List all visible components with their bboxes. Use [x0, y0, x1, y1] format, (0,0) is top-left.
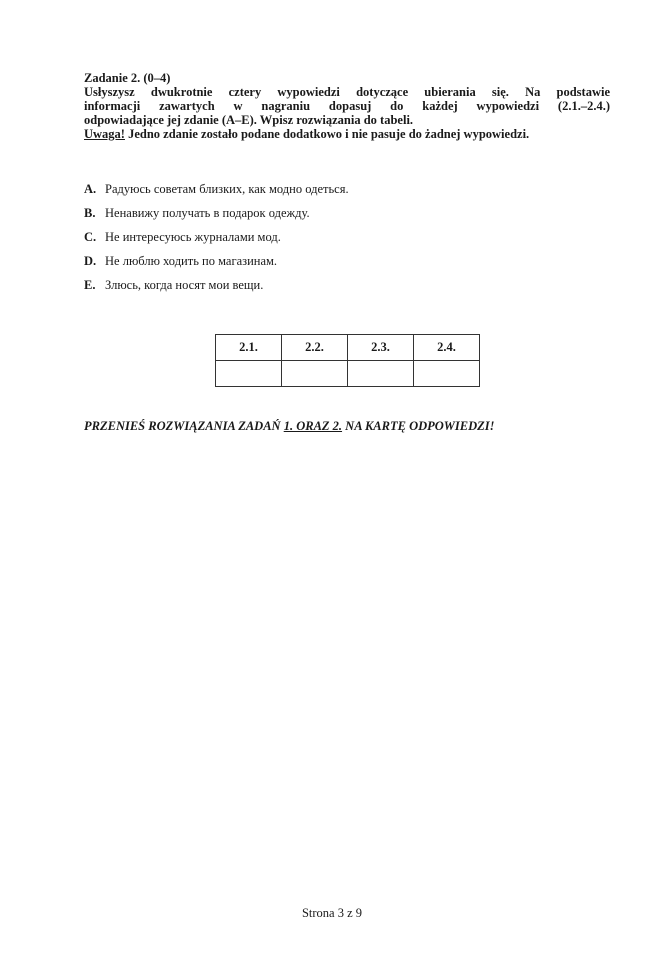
answer-header-2-1: 2.1.	[216, 335, 282, 361]
instruction-part-3: NA KARTĘ ODPOWIEDZI!	[342, 419, 495, 433]
answer-table-answer-row	[216, 361, 480, 387]
option-letter: D.	[84, 254, 97, 268]
answer-table-header-row	[216, 335, 480, 361]
answer-cell-2-1[interactable]	[216, 361, 282, 387]
option-letter: A.	[84, 182, 97, 196]
option-a	[84, 180, 604, 204]
instruction-tasks: 1. ORAZ 2.	[283, 419, 343, 433]
answer-header-2-3: 2.3.	[348, 335, 414, 361]
instruction-part-1: PRZENIEŚ ROZWIĄZANIA ZADAŃ	[84, 419, 284, 433]
options-list	[84, 180, 604, 300]
answer-header-2-2: 2.2.	[282, 335, 348, 361]
task-note	[84, 127, 610, 141]
transfer-instruction	[84, 419, 495, 434]
answer-cell-2-2[interactable]	[282, 361, 348, 387]
answer-header-2-4: 2.4.	[414, 335, 480, 361]
option-e	[84, 276, 604, 300]
task-instruction-line-1: Usłyszysz dwukrotnie cztery wypowiedzi dotyczące ubierania się. Na podstawie	[84, 85, 610, 99]
task-instruction-line-3: odpowiadające jej zdanie (A–E). Wpisz rozwiązania do tabeli.	[84, 113, 414, 127]
option-letter: E.	[84, 278, 96, 292]
option-text: Ненавижу получать в подарок одежду.	[105, 206, 310, 220]
option-c	[84, 228, 604, 252]
option-text: Радуюсь советам близких, как модно одеться.	[105, 182, 349, 196]
task-block	[84, 71, 610, 141]
note-label: Uwaga!	[84, 127, 125, 141]
answer-table	[215, 334, 480, 387]
task-title: Zadanie 2. (0–4)	[84, 71, 171, 85]
option-b	[84, 204, 604, 228]
answer-cell-2-4[interactable]	[414, 361, 480, 387]
option-text: Не люблю ходить по магазинам.	[105, 254, 278, 268]
option-text: Злюсь, когда носят мои вещи.	[105, 278, 264, 292]
page-number: Strona 3 z 9	[301, 906, 363, 920]
option-d	[84, 252, 604, 276]
option-text: Не интересуюсь журналами мод.	[105, 230, 281, 244]
note-text: Jedno zdanie zostało podane dodatkowo i nie pasuje do żadnej wypowiedzi.	[124, 127, 530, 141]
answer-cell-2-3[interactable]	[348, 361, 414, 387]
option-letter: C.	[84, 230, 97, 244]
task-instruction-line-2: informacji zawartych w nagraniu dopasuj do każdej wypowiedzi (2.1.–2.4.)	[84, 99, 610, 113]
option-letter: B.	[84, 206, 96, 220]
